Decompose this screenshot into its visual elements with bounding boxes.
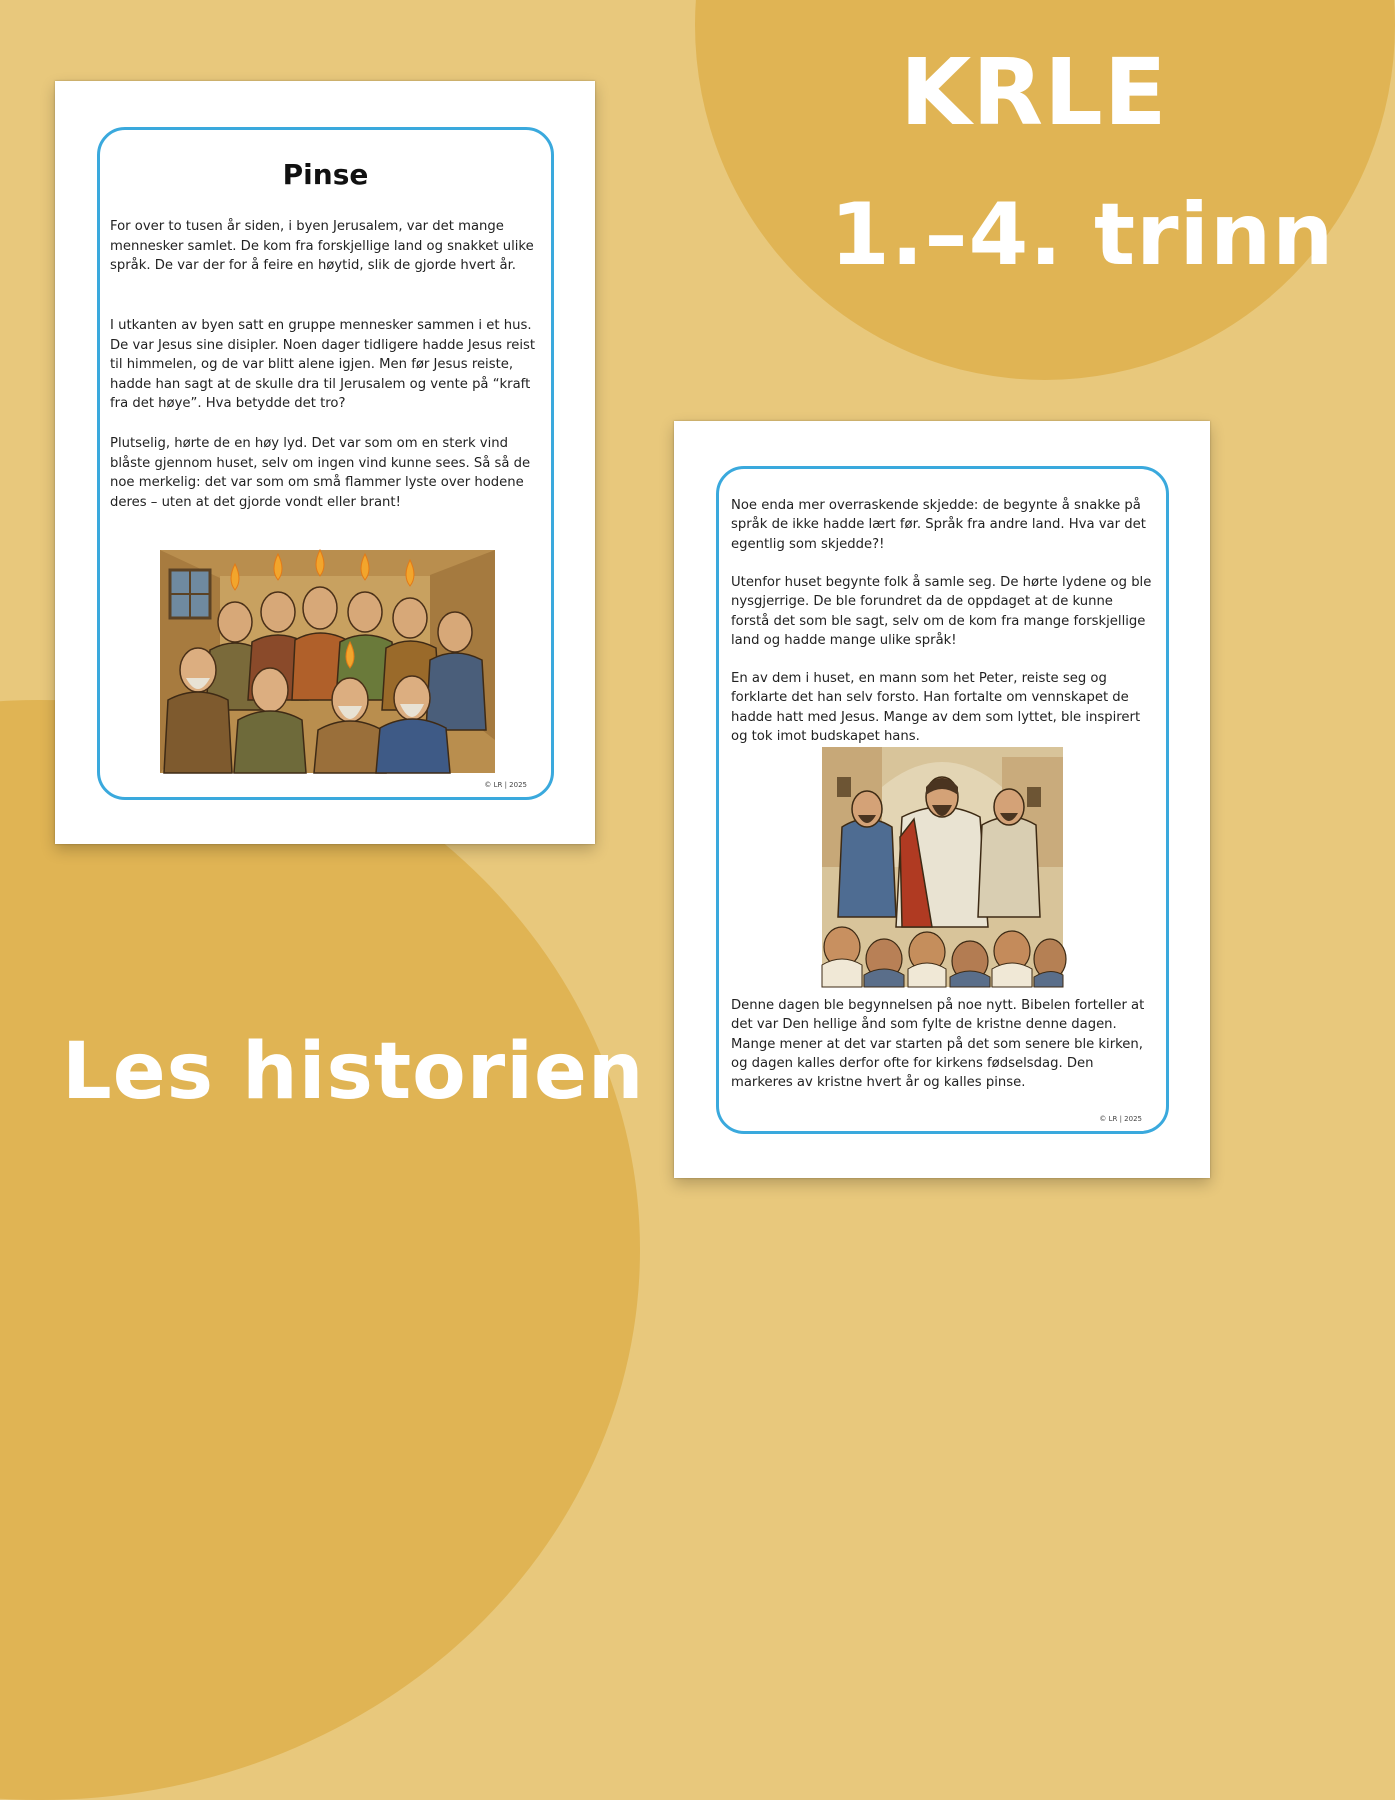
story-paragraph: Denne dagen ble begynnelsen på noe nytt. Bibelen forteller at det var Den hellige ånd som fylte de kristne denne dagen. Mange mener at det var starten på det som senere ble kirken, og dagen kalles derfor ofte for kirkens fødselsdag. Den markeres av kristne hvert år og kalles pinse. <box>731 998 1145 1091</box>
peter-preaching-illustration <box>822 747 1063 987</box>
story-paragraph: Plutselig, hørte de en høy lyd. Det var som om en sterk vind blåste gjennom huset, selv om ingen vind kunne sees. Så så de noe merkelig: det var som om små flammer lyste over hodene deres – uten at det gjorde vondt eller brant! <box>110 436 531 510</box>
background-circle-bottom-left <box>0 700 640 1800</box>
story-paragraph: Utenfor huset begynte folk å samle seg. De hørte lydene og ble nysgjerrige. De ble forundret da de oppdaget at de kunne forstå det som ble sagt, selv om de kom fra mange forskjellige land og hadde mange ulike språk! <box>731 575 1152 648</box>
subject-heading: KRLE <box>900 39 1168 146</box>
worksheet-page-1 <box>55 81 595 844</box>
story-paragraph: En av dem i huset, en mann som het Peter, reiste seg og forklarte det han selv forsto. Han fortalte om vennskapet de hadde hatt med Jesus. Mange av dem som lyttet, ble inspirert og tok imot budskapet hans. <box>731 671 1141 744</box>
story-title: Pinse <box>282 158 369 191</box>
story-paragraph: For over to tusen år siden, i byen Jerusalem, var det mange mennesker samlet. De kom fra forskjellige land og snakket ulike språk. De var der for å feire en høytid, slik de gjorde hvert år. <box>110 219 534 274</box>
page-1-frame <box>97 127 554 800</box>
story-paragraph: Noe enda mer overraskende skjedde: de begynte å snakke på språk de ikke hadde lært før. Språk fra andre land. Hva var det egentlig som skjedde?! <box>731 498 1146 552</box>
copyright-note: © LR | 2025 <box>1099 1115 1142 1123</box>
story-paragraph: I utkanten av byen satt en gruppe mennesker sammen i et hus. De var Jesus sine disipler. Noen dager tidligere hadde Jesus reist til himmelen, og de var blitt alene igjen. Men før Jesus reiste, hadde han sagt at de skulle dra til Jerusalem og vente på “kraft fra det høye”. Hva betydde det tro? <box>110 318 536 412</box>
read-story-heading: Les historien <box>62 1027 645 1117</box>
worksheet-page-2 <box>674 421 1210 1178</box>
grade-heading: 1.–4. trinn <box>830 185 1335 285</box>
disciples-with-flames-illustration <box>160 550 495 773</box>
page-2-frame <box>716 466 1169 1134</box>
copyright-note: © LR | 2025 <box>484 781 527 789</box>
